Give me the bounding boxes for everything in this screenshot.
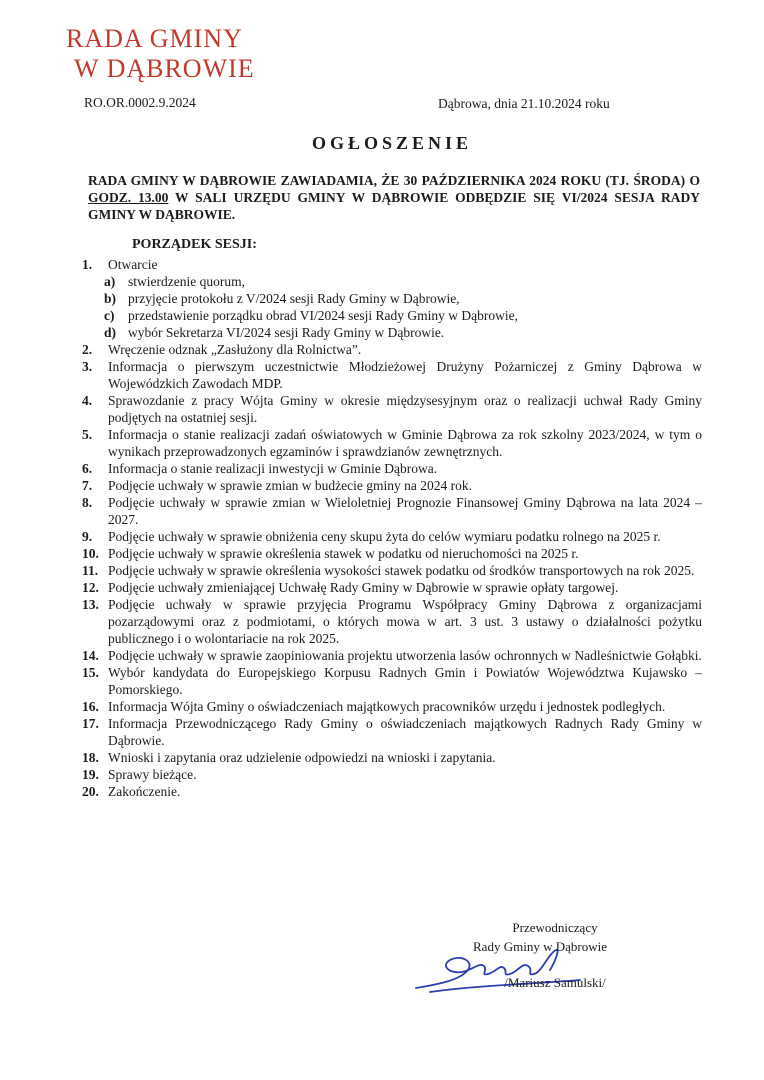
agenda-item-text: Informacja o pierwszym uczestnictwie Młodzieżowej Drużyny Pożarniczej z Gminy Dąbrowa w Wojewódzkich Zawodach MDP.: [108, 359, 702, 391]
agenda-subitem-text: stwierdzenie quorum,: [128, 274, 245, 289]
agenda-item-number: 2.: [82, 342, 93, 357]
agenda-item-text: Otwarcie: [108, 257, 158, 272]
agenda-subitem-letter: c): [104, 308, 115, 323]
announcement-intro: [88, 172, 700, 223]
agenda-item: [82, 426, 702, 460]
document-title: [0, 133, 764, 154]
agenda-item-number: 14.: [82, 648, 99, 663]
agenda-item: [82, 715, 702, 749]
agenda-subitem-letter: b): [104, 291, 117, 306]
signatory-role-line-1: Przewodniczący: [512, 920, 598, 935]
signatory-role-line-2: Rady Gminy w Dąbrowie: [473, 939, 607, 954]
agenda-item-number: 13.: [82, 597, 99, 612]
agenda-item-number: 3.: [82, 359, 93, 374]
agenda-item-number: 6.: [82, 461, 93, 476]
agenda-item-text: Informacja Wójta Gminy o oświadczeniach majątkowych pracowników urzędu i jednostek podległych.: [108, 699, 666, 714]
agenda-item: [82, 783, 702, 800]
signature-block: [440, 918, 640, 992]
agenda-item-number: 8.: [82, 495, 93, 510]
agenda-item: [82, 698, 702, 715]
agenda-item-text: Podjęcie uchwały w sprawie zaopiniowania projektu utworzenia lasów ochronnych w Nadleśnictwie Gołąbki.: [108, 648, 702, 663]
letterhead-line-2: W DĄBROWIE: [74, 54, 255, 83]
agenda-heading: PORZĄDEK SESJI:: [132, 237, 257, 252]
agenda-item-number: 17.: [82, 716, 99, 731]
agenda-item-text: Podjęcie uchwały w sprawie zmian w Wieloletniej Prognozie Finansowej Gminy Dąbrowa na lata 2024 – 2027.: [108, 495, 702, 527]
agenda-subitem: [104, 273, 702, 290]
agenda-item-number: 12.: [82, 580, 99, 595]
agenda-item-text: Informacja o stanie realizacji zadań oświatowych w Gminie Dąbrowa za rok szkolny 2023/2024, w tym o wynikach przeprowadzonych egzaminów i sprawdzianów zewnętrznych.: [108, 427, 702, 459]
agenda-item-text: Zakończenie.: [108, 784, 181, 799]
agenda-subitem: [104, 324, 702, 341]
agenda-item-number: 18.: [82, 750, 99, 765]
agenda-item-text: Informacja o stanie realizacji inwestycji w Gminie Dąbrowa.: [108, 461, 438, 476]
agenda-item: [82, 528, 702, 545]
agenda-item-text: Informacja Przewodniczącego Rady Gminy o oświadczeniach majątkowych Radnych Rady Gminy w Dąbrowie.: [108, 716, 702, 748]
agenda-item-number: 20.: [82, 784, 99, 799]
agenda-item-text: Podjęcie uchwały w sprawie przyjęcia Programu Współpracy Gminy Dąbrowa z organizacjami pozarządowymi oraz z podmiotami, o których mowa w art. 3 ust. 3 ustawy o działalności pożytku publicznego i o wolontariacie na rok 2025.: [108, 597, 702, 646]
agenda-item-text: Wnioski i zapytania oraz udzielenie odpowiedzi na wnioski i zapytania.: [108, 750, 496, 765]
agenda-item-text: Podjęcie uchwały zmieniającej Uchwałę Rady Gminy w Dąbrowie w sprawie opłaty targowej.: [108, 580, 619, 595]
agenda-item: [82, 341, 702, 358]
agenda-item-number: 15.: [82, 665, 99, 680]
agenda-item-text: Wręczenie odznak „Zasłużony dla Rolnictwa”.: [108, 342, 362, 357]
agenda-subitem-text: przyjęcie protokołu z V/2024 sesji Rady Gminy w Dąbrowie,: [128, 291, 460, 306]
agenda-item: [82, 358, 702, 392]
agenda-item: [82, 494, 702, 528]
agenda-item-text: Podjęcie uchwały w sprawie określenia stawek w podatku od nieruchomości na 2025 r.: [108, 546, 579, 561]
agenda-item-text: Podjęcie uchwały w sprawie obniżenia ceny skupu żyta do celów wymiaru podatku rolnego na 2025 r.: [108, 529, 661, 544]
agenda-item-text: Podjęcie uchwały w sprawie zmian w budżecie gminy na 2024 rok.: [108, 478, 473, 493]
agenda-item: [82, 766, 702, 783]
intro-part-2: W SALI URZĘDU GMINY W DĄBROWIE ODBĘDZIE SIĘ VI/2024 SESJA RADY GMINY W DĄBROWIE.: [88, 190, 700, 222]
agenda-item-number: 19.: [82, 767, 99, 782]
agenda-item: [82, 477, 702, 494]
agenda-list: [82, 256, 702, 800]
intro-part-1: RADA GMINY W DĄBROWIE ZAWIADAMIA, ŻE 30 PAŹDZIERNIKA 2024 ROKU (TJ. ŚRODA) O: [88, 173, 700, 188]
letterhead-line-1: RADA GMINY: [66, 24, 243, 53]
agenda-item-text: Wybór kandydata do Europejskiego Korpusu Radnych Gmin i Powiatów Województwa Kujawsko – Pomorskiego.: [108, 665, 702, 697]
agenda-item-number: 4.: [82, 393, 93, 408]
agenda-item: [82, 647, 702, 664]
agenda-item: [82, 664, 702, 698]
agenda-subitem: [104, 307, 702, 324]
agenda-item-number: 16.: [82, 699, 99, 714]
agenda-subitem-letter: a): [104, 274, 116, 289]
agenda-item-number: 11.: [82, 563, 99, 578]
agenda-item: [82, 562, 702, 579]
agenda-item: [82, 596, 702, 647]
agenda-item: [82, 392, 702, 426]
agenda-item-text: Sprawy bieżące.: [108, 767, 197, 782]
signatory-name: /Mariusz Samulski/: [504, 975, 606, 990]
agenda-subitem-letter: d): [104, 325, 117, 340]
agenda-item: [82, 256, 702, 273]
agenda-subitem-text: przedstawienie porządku obrad VI/2024 sesji Rady Gminy w Dąbrowie,: [128, 308, 519, 323]
agenda-item-text: Podjęcie uchwały w sprawie określenia wysokości stawek podatku od środków transportowych na rok 2025.: [108, 563, 695, 578]
reference-number: RO.OR.0002.9.2024: [84, 95, 196, 110]
document-date: Dąbrowa, dnia 21.10.2024 roku: [438, 96, 610, 111]
agenda-item: [82, 460, 702, 477]
meeting-time: GODZ. 13.00: [88, 190, 169, 205]
agenda-item: [82, 579, 702, 596]
agenda-item-number: 7.: [82, 478, 93, 493]
letterhead: [66, 24, 255, 84]
agenda-item-number: 10.: [82, 546, 99, 561]
agenda-item: [82, 545, 702, 562]
agenda-item-number: 5.: [82, 427, 93, 442]
agenda-item-number: 1.: [82, 257, 93, 272]
document-title-text: OGŁOSZENIE: [311, 133, 473, 153]
agenda-item-text: Sprawozdanie z pracy Wójta Gminy w okresie międzysesyjnym oraz o realizacji uchwał Rady Gminy podjętych na ostatniej sesji.: [108, 393, 702, 425]
agenda-subitem-text: wybór Sekretarza VI/2024 sesji Rady Gminy w Dąbrowie.: [128, 325, 445, 340]
agenda-item-number: 9.: [82, 529, 93, 544]
agenda-subitem: [104, 290, 702, 307]
agenda-item: [82, 749, 702, 766]
